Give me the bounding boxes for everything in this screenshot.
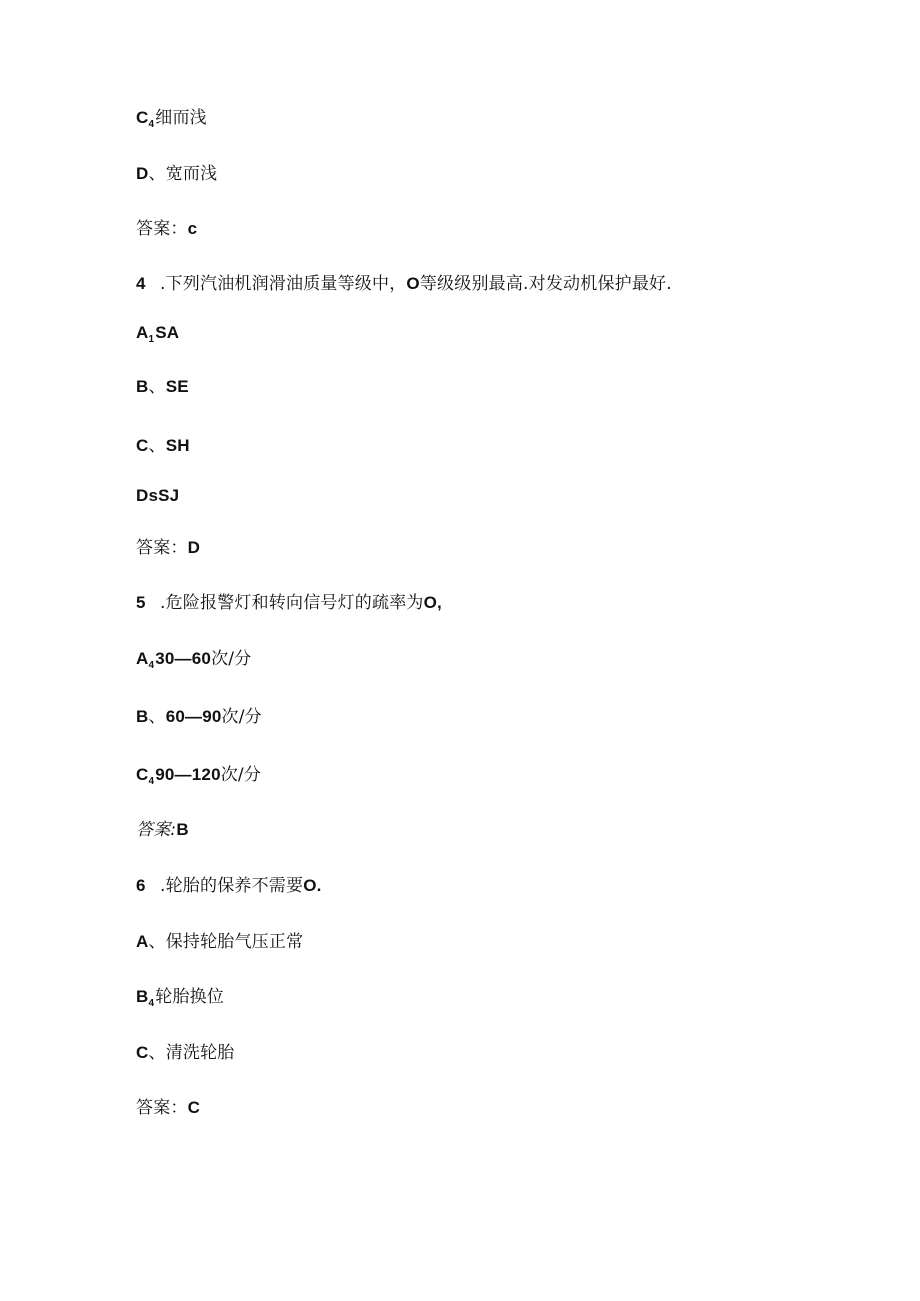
q5-stem: [136, 593, 442, 613]
option-text: 轮胎换位: [155, 987, 225, 1007]
q6-option-b: [136, 987, 224, 1010]
option-separator: 、: [148, 436, 166, 456]
q3-answer: [136, 219, 197, 239]
option-text: SE: [165, 377, 189, 396]
q5-option-b: [136, 707, 262, 727]
answer-label: 答案：: [136, 538, 188, 558]
option-mark: 4: [148, 119, 155, 130]
answer-value: c: [187, 219, 198, 238]
q4-option-d: [136, 486, 179, 506]
q6-answer: [136, 1098, 200, 1118]
option-number: 90—120: [155, 765, 221, 784]
option-text: SA: [155, 323, 180, 342]
option-unit: 次/分: [220, 765, 262, 785]
option-text: 细而浅: [155, 108, 207, 128]
q4-option-a: [136, 323, 179, 346]
q5-option-c: [136, 765, 261, 788]
question-stem-pre: .轮胎的保养不需要: [160, 876, 304, 896]
q3-option-c: [136, 108, 207, 131]
question-stem-post: 等级级别最高.对发动机保护最好.: [419, 274, 672, 294]
question-stem-pre: .下列汽油机润滑油质量等级中，: [160, 274, 407, 294]
option-number: 60—90: [165, 707, 222, 726]
option-number: 30—60: [155, 649, 212, 668]
option-letter: D: [136, 164, 149, 183]
option-separator: 、: [148, 1043, 166, 1063]
option-unit: 次/分: [211, 649, 252, 669]
option-separator: 、: [148, 377, 166, 397]
answer-value: C: [187, 1098, 201, 1117]
option-letter: C: [136, 436, 149, 455]
option-letter: A: [136, 649, 149, 668]
question-blank: O.: [303, 876, 322, 895]
question-blank: O: [406, 274, 420, 293]
q6-stem: [136, 876, 322, 896]
option-mark: 4: [148, 776, 155, 787]
question-number: 4: [136, 274, 146, 293]
option-letter: B: [136, 377, 149, 396]
answer-label: 答案:: [136, 820, 177, 840]
answer-value: B: [176, 820, 189, 839]
q4-option-c: [136, 436, 190, 456]
option-text: SH: [165, 436, 190, 455]
q6-option-a: [136, 932, 303, 952]
option-text: 保持轮胎气压正常: [165, 932, 304, 952]
answer-label: 答案：: [136, 1098, 188, 1118]
option-mark: 4: [148, 660, 155, 671]
question-stem-pre: .危险报警灯和转向信号灯的疏率为: [160, 593, 424, 613]
option-mark: 1: [148, 334, 155, 345]
option-text: DsSJ: [136, 486, 180, 505]
question-number: 6: [136, 876, 146, 895]
option-mark: 4: [148, 998, 155, 1009]
answer-value: D: [187, 538, 201, 557]
question-number: 5: [136, 593, 146, 612]
option-separator: 、: [148, 164, 166, 184]
q5-option-a: [136, 649, 251, 672]
option-letter: B: [136, 987, 149, 1006]
question-blank: O,: [423, 593, 442, 612]
option-letter: C: [136, 765, 149, 784]
q4-option-b: [136, 377, 189, 397]
q4-answer: [136, 538, 200, 558]
option-unit: 次/分: [221, 707, 262, 727]
option-letter: C: [136, 108, 149, 127]
answer-label: 答案：: [136, 219, 188, 239]
option-text: 宽而浅: [165, 164, 218, 184]
q3-option-d: [136, 164, 217, 184]
option-letter: C: [136, 1043, 149, 1062]
option-letter: A: [136, 323, 149, 342]
q4-stem: [136, 274, 672, 294]
q6-option-c: [136, 1043, 235, 1063]
q5-answer: [136, 820, 189, 840]
option-letter: A: [136, 932, 149, 951]
option-letter: B: [136, 707, 149, 726]
option-separator: 、: [148, 707, 166, 727]
option-separator: 、: [148, 932, 166, 952]
option-text: 清洗轮胎: [165, 1043, 235, 1063]
